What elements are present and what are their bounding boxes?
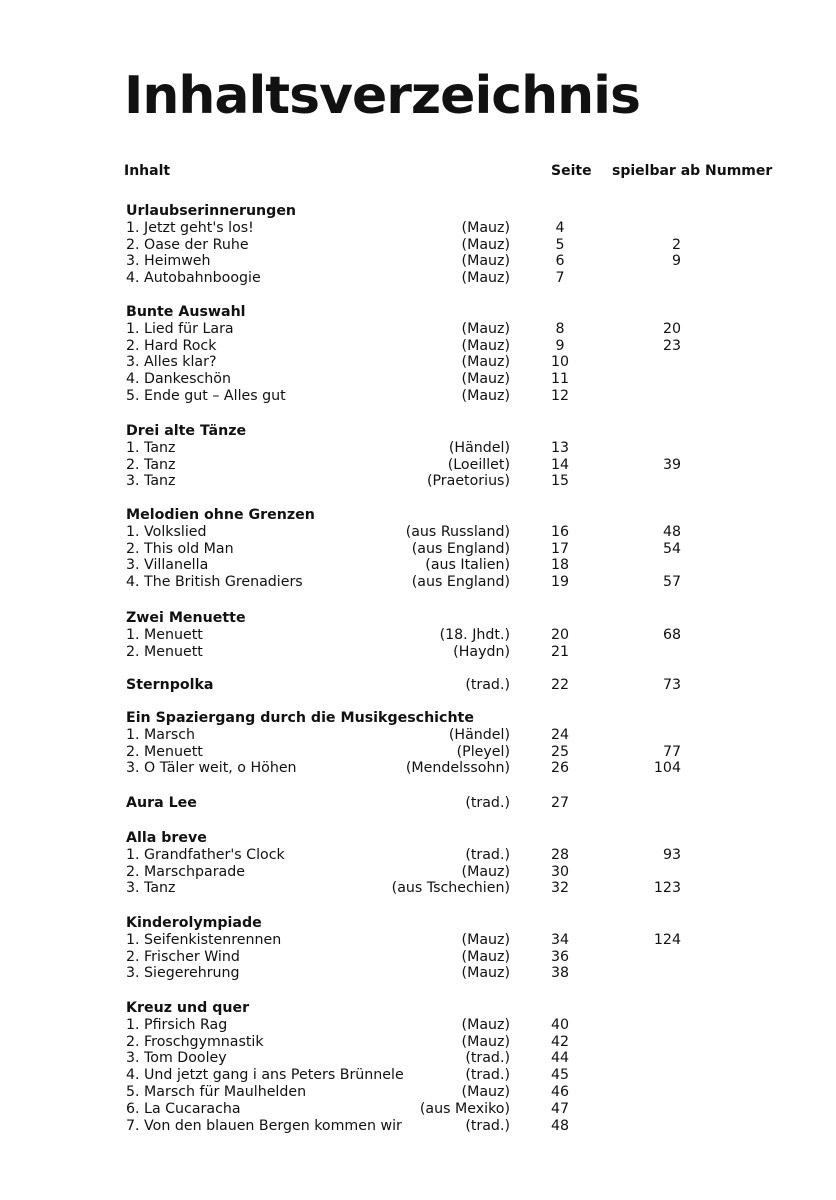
list-item [0, 847, 836, 864]
item-page-number: 15 [550, 473, 570, 490]
item-title: 3. Siegerehrung [126, 965, 240, 982]
item-title: 2. Menuett [126, 643, 203, 660]
item-page-number: 47 [550, 1100, 570, 1117]
item-title: 1. Seifenkistenrennen [126, 931, 282, 948]
item-composer: (aus Tschechien) [391, 880, 510, 897]
item-title: 4. Und jetzt gang i ans Peters Brünnele [126, 1067, 404, 1084]
item-playable-number: 20 [662, 320, 681, 337]
list-item [0, 1034, 836, 1051]
section-title: Bunte Auswahl [126, 304, 246, 320]
item-page-number: 14 [550, 456, 570, 473]
item-title: 1. Jetzt geht's los! [126, 219, 254, 236]
item-page-number: 40 [550, 1016, 570, 1033]
list-item [0, 1067, 836, 1084]
list-item [0, 727, 836, 744]
list-item [0, 354, 836, 371]
section-composer: (trad.) [465, 677, 510, 693]
item-composer: (Mauz) [461, 337, 510, 354]
section-title: Sternpolka [126, 677, 214, 693]
section-row [0, 423, 836, 440]
item-title: 2. Tanz [126, 456, 176, 473]
item-composer: (Mauz) [461, 931, 510, 948]
item-title: 1. Volkslied [126, 523, 207, 540]
list-item [0, 574, 836, 591]
item-page-number: 18 [550, 557, 570, 574]
item-title: 2. Hard Rock [126, 337, 217, 354]
section-title: Melodien ohne Grenzen [126, 507, 315, 523]
item-page-number: 13 [550, 439, 570, 456]
item-page-number: 21 [550, 643, 570, 660]
item-composer: (aus Italien) [425, 557, 510, 574]
page-title: Inhaltsverzeichnis [124, 66, 640, 126]
section-title: Kinderolympiade [126, 915, 262, 931]
item-playable-number: 57 [662, 574, 681, 591]
item-playable-number: 93 [662, 846, 681, 863]
section-title: Drei alte Tänze [126, 423, 247, 439]
section-title: Urlaubserinnerungen [126, 203, 297, 219]
item-title: 2. This old Man [126, 540, 234, 557]
list-item [0, 457, 836, 474]
item-title: 3. Tanz [126, 880, 176, 897]
item-page-number: 38 [550, 965, 570, 982]
list-item [0, 524, 836, 541]
item-playable-number: 77 [662, 743, 681, 760]
section-row [0, 610, 836, 627]
item-composer: (Mauz) [461, 236, 510, 253]
item-playable-number: 9 [671, 253, 681, 270]
item-page-number: 34 [550, 931, 570, 948]
column-header-spielbar: spielbar ab Nummer [612, 163, 773, 179]
list-item [0, 388, 836, 405]
item-page-number: 11 [550, 371, 570, 388]
section-playable-number: 73 [662, 677, 681, 693]
list-item [0, 1084, 836, 1101]
item-composer: (Mauz) [461, 863, 510, 880]
item-title: 3. Villanella [126, 557, 209, 574]
section-page-number: 22 [550, 677, 570, 693]
item-composer: (Mauz) [461, 371, 510, 388]
item-title: 2. Froschgymnastik [126, 1033, 264, 1050]
item-title: 2. Frischer Wind [126, 948, 240, 965]
list-item [0, 270, 836, 287]
item-page-number: 5 [555, 236, 565, 253]
section-row [0, 304, 836, 321]
item-playable-number: 104 [653, 760, 681, 777]
item-composer: (trad.) [465, 1067, 510, 1084]
item-playable-number: 48 [662, 523, 681, 540]
section-title: Kreuz und quer [126, 1000, 250, 1016]
item-composer: (Händel) [448, 726, 510, 743]
list-item [0, 253, 836, 270]
item-title: 3. Heimweh [126, 253, 211, 270]
item-page-number: 30 [550, 863, 570, 880]
item-composer: (Mauz) [461, 354, 510, 371]
list-item [0, 949, 836, 966]
item-title: 4. Dankeschön [126, 371, 231, 388]
list-item [0, 1101, 836, 1118]
section-row [0, 677, 836, 694]
item-title: 3. O Täler weit, o Höhen [126, 760, 297, 777]
list-item [0, 237, 836, 254]
section-row [0, 915, 836, 932]
item-composer: (Mauz) [461, 270, 510, 287]
item-composer: (Praetorius) [426, 473, 510, 490]
item-composer: (Haydn) [453, 643, 510, 660]
item-title: 3. Tanz [126, 473, 176, 490]
item-page-number: 32 [550, 880, 570, 897]
item-page-number: 8 [555, 320, 565, 337]
item-title: 3. Alles klar? [126, 354, 217, 371]
item-composer: (trad.) [465, 846, 510, 863]
item-page-number: 17 [550, 540, 570, 557]
item-composer: (Pleyel) [456, 743, 510, 760]
item-playable-number: 68 [662, 626, 681, 643]
section-title: Zwei Menuette [126, 610, 246, 626]
item-composer: (aus England) [411, 574, 510, 591]
section-row [0, 507, 836, 524]
section-row [0, 830, 836, 847]
item-page-number: 12 [550, 388, 570, 404]
list-item [0, 880, 836, 897]
section-row [0, 203, 836, 220]
item-title: 1. Lied für Lara [126, 320, 234, 337]
item-composer: (Mendelssohn) [405, 760, 510, 777]
section-title: Aura Lee [126, 795, 197, 811]
column-header-inhalt: Inhalt [124, 163, 171, 179]
section-row [0, 1000, 836, 1017]
item-page-number: 19 [550, 574, 570, 591]
item-page-number: 4 [555, 219, 565, 236]
item-playable-number: 2 [671, 236, 681, 253]
list-item [0, 644, 836, 661]
item-page-number: 20 [550, 626, 570, 643]
item-page-number: 28 [550, 846, 570, 863]
item-composer: (Händel) [448, 439, 510, 456]
list-item [0, 220, 836, 237]
item-title: 6. La Cucaracha [126, 1100, 241, 1117]
item-playable-number: 39 [662, 456, 681, 473]
item-page-number: 25 [550, 743, 570, 760]
item-composer: (Mauz) [461, 253, 510, 270]
item-page-number: 44 [550, 1050, 570, 1067]
column-header-seite: Seite [551, 163, 592, 179]
list-item [0, 744, 836, 761]
item-page-number: 7 [555, 270, 565, 287]
item-page-number: 6 [555, 253, 565, 270]
item-composer: (Mauz) [461, 320, 510, 337]
item-composer: (Mauz) [461, 219, 510, 236]
item-title: 1. Tanz [126, 439, 176, 456]
item-composer: (aus England) [411, 540, 510, 557]
item-playable-number: 124 [653, 931, 681, 948]
list-item [0, 338, 836, 355]
item-composer: (Mauz) [461, 388, 510, 404]
item-composer: (Mauz) [461, 965, 510, 982]
list-item [0, 473, 836, 490]
item-page-number: 10 [550, 354, 570, 371]
section-page-number: 27 [550, 795, 570, 811]
item-page-number: 16 [550, 523, 570, 540]
item-title: 7. Von den blauen Bergen kommen wir [126, 1117, 402, 1134]
list-item [0, 627, 836, 644]
item-composer: (Mauz) [461, 1033, 510, 1050]
item-title: 4. The British Grenadiers [126, 574, 303, 591]
item-page-number: 36 [550, 948, 570, 965]
list-item [0, 760, 836, 777]
item-page-number: 42 [550, 1033, 570, 1050]
item-composer: (aus Russland) [405, 523, 510, 540]
list-item [0, 541, 836, 558]
list-item [0, 371, 836, 388]
list-item [0, 557, 836, 574]
item-composer: (Mauz) [461, 1016, 510, 1033]
item-title: 1. Pfirsich Rag [126, 1016, 228, 1033]
item-title: 1. Menuett [126, 626, 203, 643]
section-title: Alla breve [126, 830, 207, 846]
item-page-number: 45 [550, 1067, 570, 1084]
item-title: 5. Ende gut – Alles gut [126, 388, 286, 404]
list-item [0, 440, 836, 457]
item-title: 2. Menuett [126, 743, 203, 760]
item-title: 2. Marschparade [126, 863, 245, 880]
item-page-number: 48 [550, 1117, 570, 1134]
item-playable-number: 23 [662, 337, 681, 354]
section-row [0, 710, 836, 727]
list-item [0, 1118, 836, 1135]
item-title: 4. Autobahnboogie [126, 270, 261, 287]
item-composer: (trad.) [465, 1050, 510, 1067]
item-composer: (trad.) [465, 1117, 510, 1134]
item-composer: (aus Mexiko) [419, 1100, 510, 1117]
item-composer: (Mauz) [461, 1084, 510, 1100]
list-item [0, 864, 836, 881]
item-title: 1. Marsch [126, 726, 195, 743]
section-title: Ein Spaziergang durch die Musikgeschichte [126, 710, 474, 726]
list-item [0, 1017, 836, 1034]
item-title: 5. Marsch für Maulhelden [126, 1084, 307, 1100]
item-composer: (18. Jhdt.) [439, 626, 510, 643]
item-page-number: 24 [550, 726, 570, 743]
item-page-number: 9 [555, 337, 565, 354]
section-row [0, 795, 836, 812]
item-page-number: 26 [550, 760, 570, 777]
item-composer: (Loeillet) [447, 456, 510, 473]
list-item [0, 965, 836, 982]
section-composer: (trad.) [465, 795, 510, 811]
list-item [0, 932, 836, 949]
list-item [0, 1050, 836, 1067]
item-composer: (Mauz) [461, 948, 510, 965]
item-title: 1. Grandfather's Clock [126, 846, 285, 863]
item-playable-number: 123 [653, 880, 681, 897]
item-title: 3. Tom Dooley [126, 1050, 227, 1067]
item-page-number: 46 [550, 1084, 570, 1100]
list-item [0, 321, 836, 338]
item-title: 2. Oase der Ruhe [126, 236, 249, 253]
item-playable-number: 54 [662, 540, 681, 557]
